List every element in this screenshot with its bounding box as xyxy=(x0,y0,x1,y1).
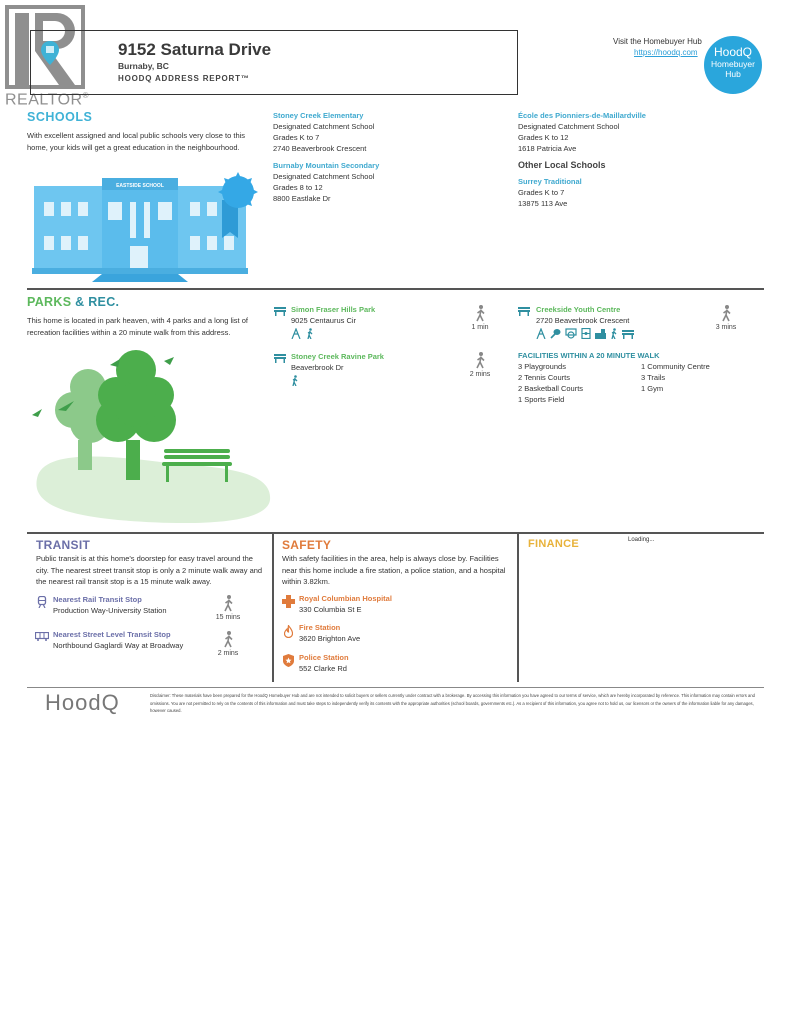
walk-time-text: 3 mins xyxy=(715,324,737,331)
safety-address: 3620 Brighton Ave xyxy=(299,633,361,643)
safety-name[interactable]: Fire Station xyxy=(299,623,341,632)
school-address: 13875 113 Ave xyxy=(518,199,568,208)
school-type: Designated Catchment School xyxy=(273,122,375,131)
facility-item: 3 Playgrounds xyxy=(518,362,566,371)
park-address: 9025 Centaurus Cir xyxy=(291,316,357,325)
school-address: 2740 Beaverbrook Crescent xyxy=(273,144,367,153)
section-divider xyxy=(27,288,764,290)
transit-heading: TRANSIT xyxy=(36,538,91,552)
realtor-text: REALTOR xyxy=(5,91,83,109)
section-divider xyxy=(27,532,764,534)
school-sign-text: EASTSIDE SCHOOL xyxy=(116,183,164,189)
walking-person-icon xyxy=(721,305,732,322)
school-illustration xyxy=(32,172,264,282)
transit-detail: Production Way-University Station xyxy=(53,605,167,615)
flame-icon xyxy=(284,625,293,638)
transit-name[interactable]: Nearest Rail Transit Stop xyxy=(53,595,142,604)
walk-time-text: 15 mins xyxy=(215,614,241,621)
school-address: 8800 Eastlake Dr xyxy=(273,194,331,203)
safety-item[interactable] xyxy=(299,653,349,674)
school-type: Designated Catchment School xyxy=(273,172,375,181)
bus-icon xyxy=(35,632,49,641)
sports-field-icon xyxy=(581,328,591,339)
park-name[interactable]: Stoney Creek Ravine Park xyxy=(291,352,384,361)
basketball-icon xyxy=(565,328,577,339)
facility-item: 1 Gym xyxy=(641,384,664,393)
facilities-heading: FACILITIES WITHIN A 20 MINUTE WALK xyxy=(518,351,660,360)
hoodq-logo: HoodQ xyxy=(45,690,120,715)
finance-loading: Loading... xyxy=(628,537,655,543)
other-schools-heading: Other Local Schools xyxy=(518,160,606,170)
facility-item: 1 Community Centre xyxy=(641,362,710,371)
school-item[interactable] xyxy=(273,160,379,204)
bench-icon xyxy=(274,354,286,363)
bench-icon xyxy=(622,330,634,339)
transit-name[interactable]: Nearest Street Level Transit Stop xyxy=(53,630,171,639)
safety-address: 552 Clarke Rd xyxy=(299,663,347,673)
safety-name[interactable]: Royal Columbian Hospital xyxy=(299,594,392,603)
school-item[interactable] xyxy=(273,110,374,154)
hub-visit-text: Visit the Homebuyer Hub xyxy=(613,37,702,46)
school-name[interactable]: Burnaby Mountain Secondary xyxy=(273,161,380,170)
walk-time xyxy=(460,305,500,331)
safety-description: With safety facilities in the area, help is always close by. Facilities near this home include a fire station, a police station, and a hospital within 3.82km. xyxy=(282,554,506,586)
walking-person-icon xyxy=(223,595,234,612)
park-name[interactable]: Simon Fraser Hills Park xyxy=(291,305,376,314)
walk-time-text: 2 mins xyxy=(217,650,239,657)
header-box xyxy=(30,30,518,95)
facility-item: 3 Trails xyxy=(641,373,666,382)
parks-heading-part1: PARKS xyxy=(27,295,72,309)
safety-name[interactable]: Police Station xyxy=(299,653,349,662)
bench-icon xyxy=(274,307,286,316)
parks-heading xyxy=(27,295,119,309)
address-title: 9152 Saturna Drive xyxy=(118,40,272,59)
address-city: Burnaby, BC xyxy=(118,61,169,71)
school-name[interactable]: École des Pionniers-de-Maillardville xyxy=(518,111,646,120)
facility-item: 2 Basketball Courts xyxy=(518,384,584,393)
safety-item[interactable] xyxy=(299,594,392,615)
transit-item[interactable] xyxy=(53,595,167,616)
walk-time-text: 2 mins xyxy=(469,371,491,378)
hub-badge-line1: HoodQ xyxy=(713,45,753,59)
tennis-icon xyxy=(550,328,561,339)
park-item[interactable] xyxy=(291,304,375,339)
schools-heading: SCHOOLS xyxy=(27,110,93,124)
walk-time-text: 1 min xyxy=(471,324,489,331)
parks-description: This home is located in park heaven, with 4 parks and a long list of recreation facilities within a 20 minute walk from this address. xyxy=(27,316,248,337)
park-illustration xyxy=(28,345,273,527)
park-address: 2720 Beaverbrook Crescent xyxy=(536,316,630,325)
safety-heading: SAFETY xyxy=(282,538,332,552)
walk-time xyxy=(460,352,500,378)
report-label: HOODQ ADDRESS REPORT™ xyxy=(118,74,250,83)
walk-time xyxy=(208,595,248,621)
school-grades: Grades K to 7 xyxy=(518,188,565,197)
school-grades: Grades K to 12 xyxy=(518,133,569,142)
transit-description: Public transit is at this home's doorstep for easy travel around the city. The nearest street transit stop is only a 2 minute walk away and the nearest rail transit stop is a 15 minute walk away. xyxy=(36,554,263,586)
facilities-list xyxy=(518,361,761,405)
train-icon xyxy=(37,596,47,608)
park-item[interactable] xyxy=(536,304,634,339)
park-item[interactable] xyxy=(291,351,384,386)
facility-item: 1 Sports Field xyxy=(518,395,565,404)
walking-person-icon xyxy=(223,631,234,648)
bench-icon xyxy=(518,307,530,316)
realtor-mark: ® xyxy=(82,91,89,100)
school-grades: Grades K to 7 xyxy=(273,133,320,142)
transit-item[interactable] xyxy=(53,630,183,651)
column-divider xyxy=(272,534,274,682)
park-name[interactable]: Creekside Youth Centre xyxy=(536,305,621,314)
playground-icon xyxy=(536,328,546,339)
police-badge-icon xyxy=(283,654,294,667)
community-centre-icon xyxy=(595,328,606,339)
hub-badge[interactable] xyxy=(704,36,762,94)
disclaimer-text: Disclaimer: These materials have been prepared for the HoodQ Homebuyer Hub and are not intended to solicit buyers or sellers currently under contract with a brokerage. By accessing this information you have agreed to our terms of service, which are hereby incorporated by reference. This information may contain errors and omissions. You are not permitted to rely on the contents of this information and must take steps to independently verify its contents with the appropriate authorities (school boards, governments etc.). As a recipient of this information, you agree not to hold us, our licensors or the owners of the information liable for any damages, however caused. xyxy=(150,693,756,713)
playground-icon xyxy=(291,328,301,339)
hub-badge-line3: Hub xyxy=(725,69,741,79)
walking-person-icon xyxy=(475,305,486,322)
school-type: Designated Catchment School xyxy=(518,122,620,131)
school-item[interactable] xyxy=(518,110,646,209)
schools-description: With excellent assigned and local public schools very close to this home, your kids will get a great education in the neighbourhood. xyxy=(27,131,246,152)
school-name[interactable]: Stoney Creek Elementary xyxy=(273,111,364,120)
hospital-cross-icon xyxy=(282,595,295,608)
school-address: 1618 Patricia Ave xyxy=(518,144,577,153)
footer-divider xyxy=(27,687,764,688)
walking-person-icon xyxy=(475,352,486,369)
park-address: Beaverbrook Dr xyxy=(291,363,344,372)
hub-badge-line2: Homebuyer xyxy=(711,59,755,69)
trail-icon xyxy=(610,328,618,339)
walk-time xyxy=(208,631,248,657)
trail-icon xyxy=(306,328,314,339)
school-name[interactable]: Surrey Traditional xyxy=(518,177,582,186)
facility-item: 2 Tennis Courts xyxy=(518,373,570,382)
transit-detail: Northbound Gaglardi Way at Broadway xyxy=(53,640,184,650)
safety-item[interactable] xyxy=(299,623,360,644)
finance-heading: FINANCE xyxy=(528,538,579,550)
safety-address: 330 Columbia St E xyxy=(299,604,362,614)
column-divider xyxy=(517,534,519,682)
parks-heading-part2: & REC. xyxy=(75,295,120,309)
hub-link[interactable]: https://hoodq.com xyxy=(634,48,698,57)
school-grades: Grades 8 to 12 xyxy=(273,183,323,192)
walk-time xyxy=(706,305,746,331)
trail-icon xyxy=(291,375,299,386)
location-pin-icon xyxy=(40,40,60,66)
